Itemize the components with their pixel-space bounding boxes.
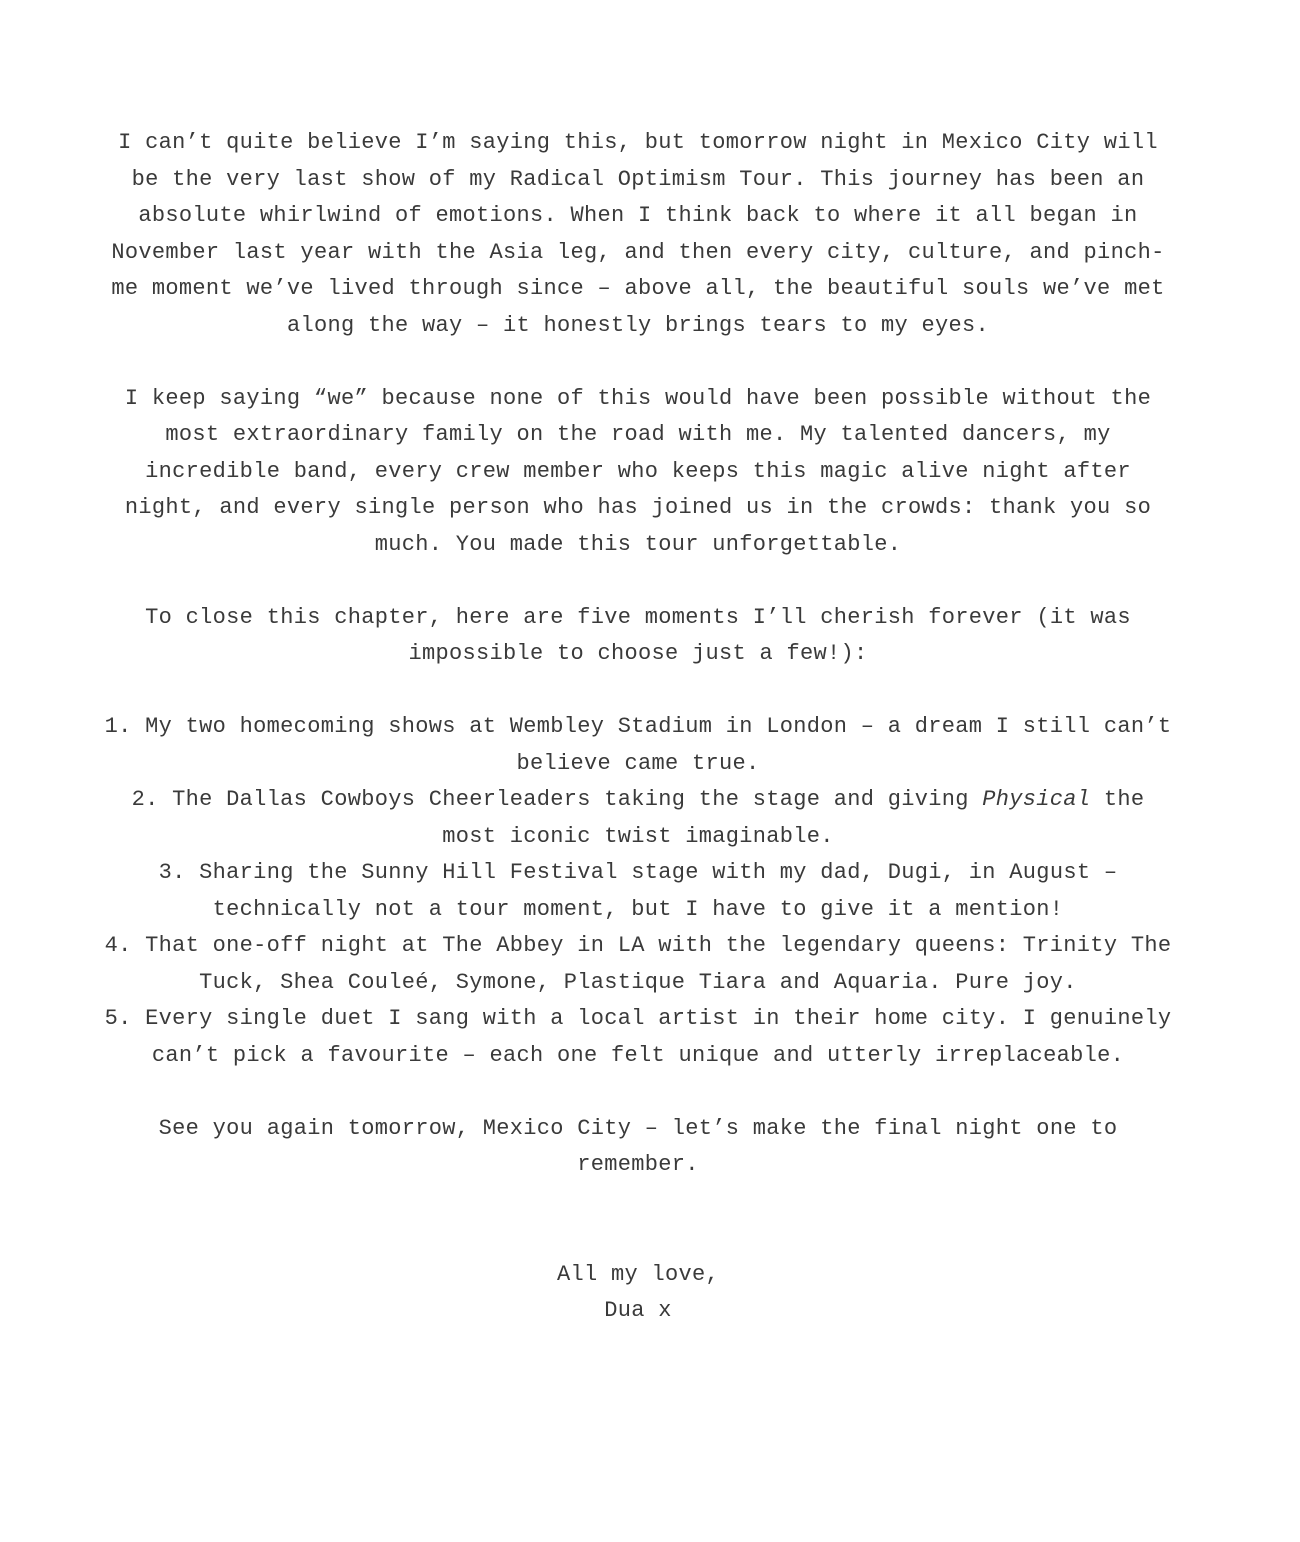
moment-item-4: 4. That one-off night at The Abbey in LA with the legendary queens: Trinity The Tuck, Shea Couleé, Symone, Plastique Tiara and Aquaria. Pure joy. [104,933,1172,995]
paragraph-spacer [100,344,1176,381]
moment-item-3: 3. Sharing the Sunny Hill Festival stage with my dad, Dugi, in August – technically not a tour moment, but I have to give it a mention! [158,860,1118,922]
signoff: All my love, [556,1261,720,1287]
moment-item-2 [100,782,1176,855]
letter [100,125,1176,1330]
paragraph-intro: I can’t quite believe I’m saying this, but tomorrow night in Mexico City will be the very last show of my Radical Optimism Tour. This journey has been an absolute whirlwind of emotions. When I think back to where it all began in November last year with the Asia leg, and then every city, culture, and pinch-me moment we’ve lived through since – above all, the beautiful souls we’ve met along the way – it honestly brings tears to my eyes. [111,130,1165,338]
moment-item-5: 5. Every single duet I sang with a local artist in their home city. I genuinely can’t pick a favourite – each one felt unique and utterly irreplaceable. [104,1006,1172,1068]
paragraph-thanks: I keep saying “we” because none of this would have been possible without the most extraordinary family on the road with me. My talented dancers, my incredible band, every crew member who keeps this magic alive night after night, and every single person who has joined us in the crowds: thank you so much. You made this tour unforgettable. [124,385,1152,557]
signoff-spacer [100,1184,1176,1257]
signature: Dua x [604,1298,672,1323]
moment-text: the most iconic twist imaginable. [442,787,1145,849]
moments-list [100,709,1176,1074]
paragraph-spacer [100,1074,1176,1111]
moment-item-1: 1. My two homecoming shows at Wembley Stadium in London – a dream I still can’t believe came true. [104,714,1172,776]
paragraph-spacer [100,563,1176,600]
paragraph-moments-intro: To close this chapter, here are five moments I’ll cherish forever (it was impossible to choose just a few!): [145,604,1131,666]
paragraph-spacer [100,673,1176,710]
moment-text: 2. The Dallas Cowboys Cheerleaders taking the stage and giving [131,787,983,812]
paragraph-closing: See you again tomorrow, Mexico City – let’s make the final night one to remember. [158,1115,1118,1177]
song-title: Physical [982,787,1091,812]
